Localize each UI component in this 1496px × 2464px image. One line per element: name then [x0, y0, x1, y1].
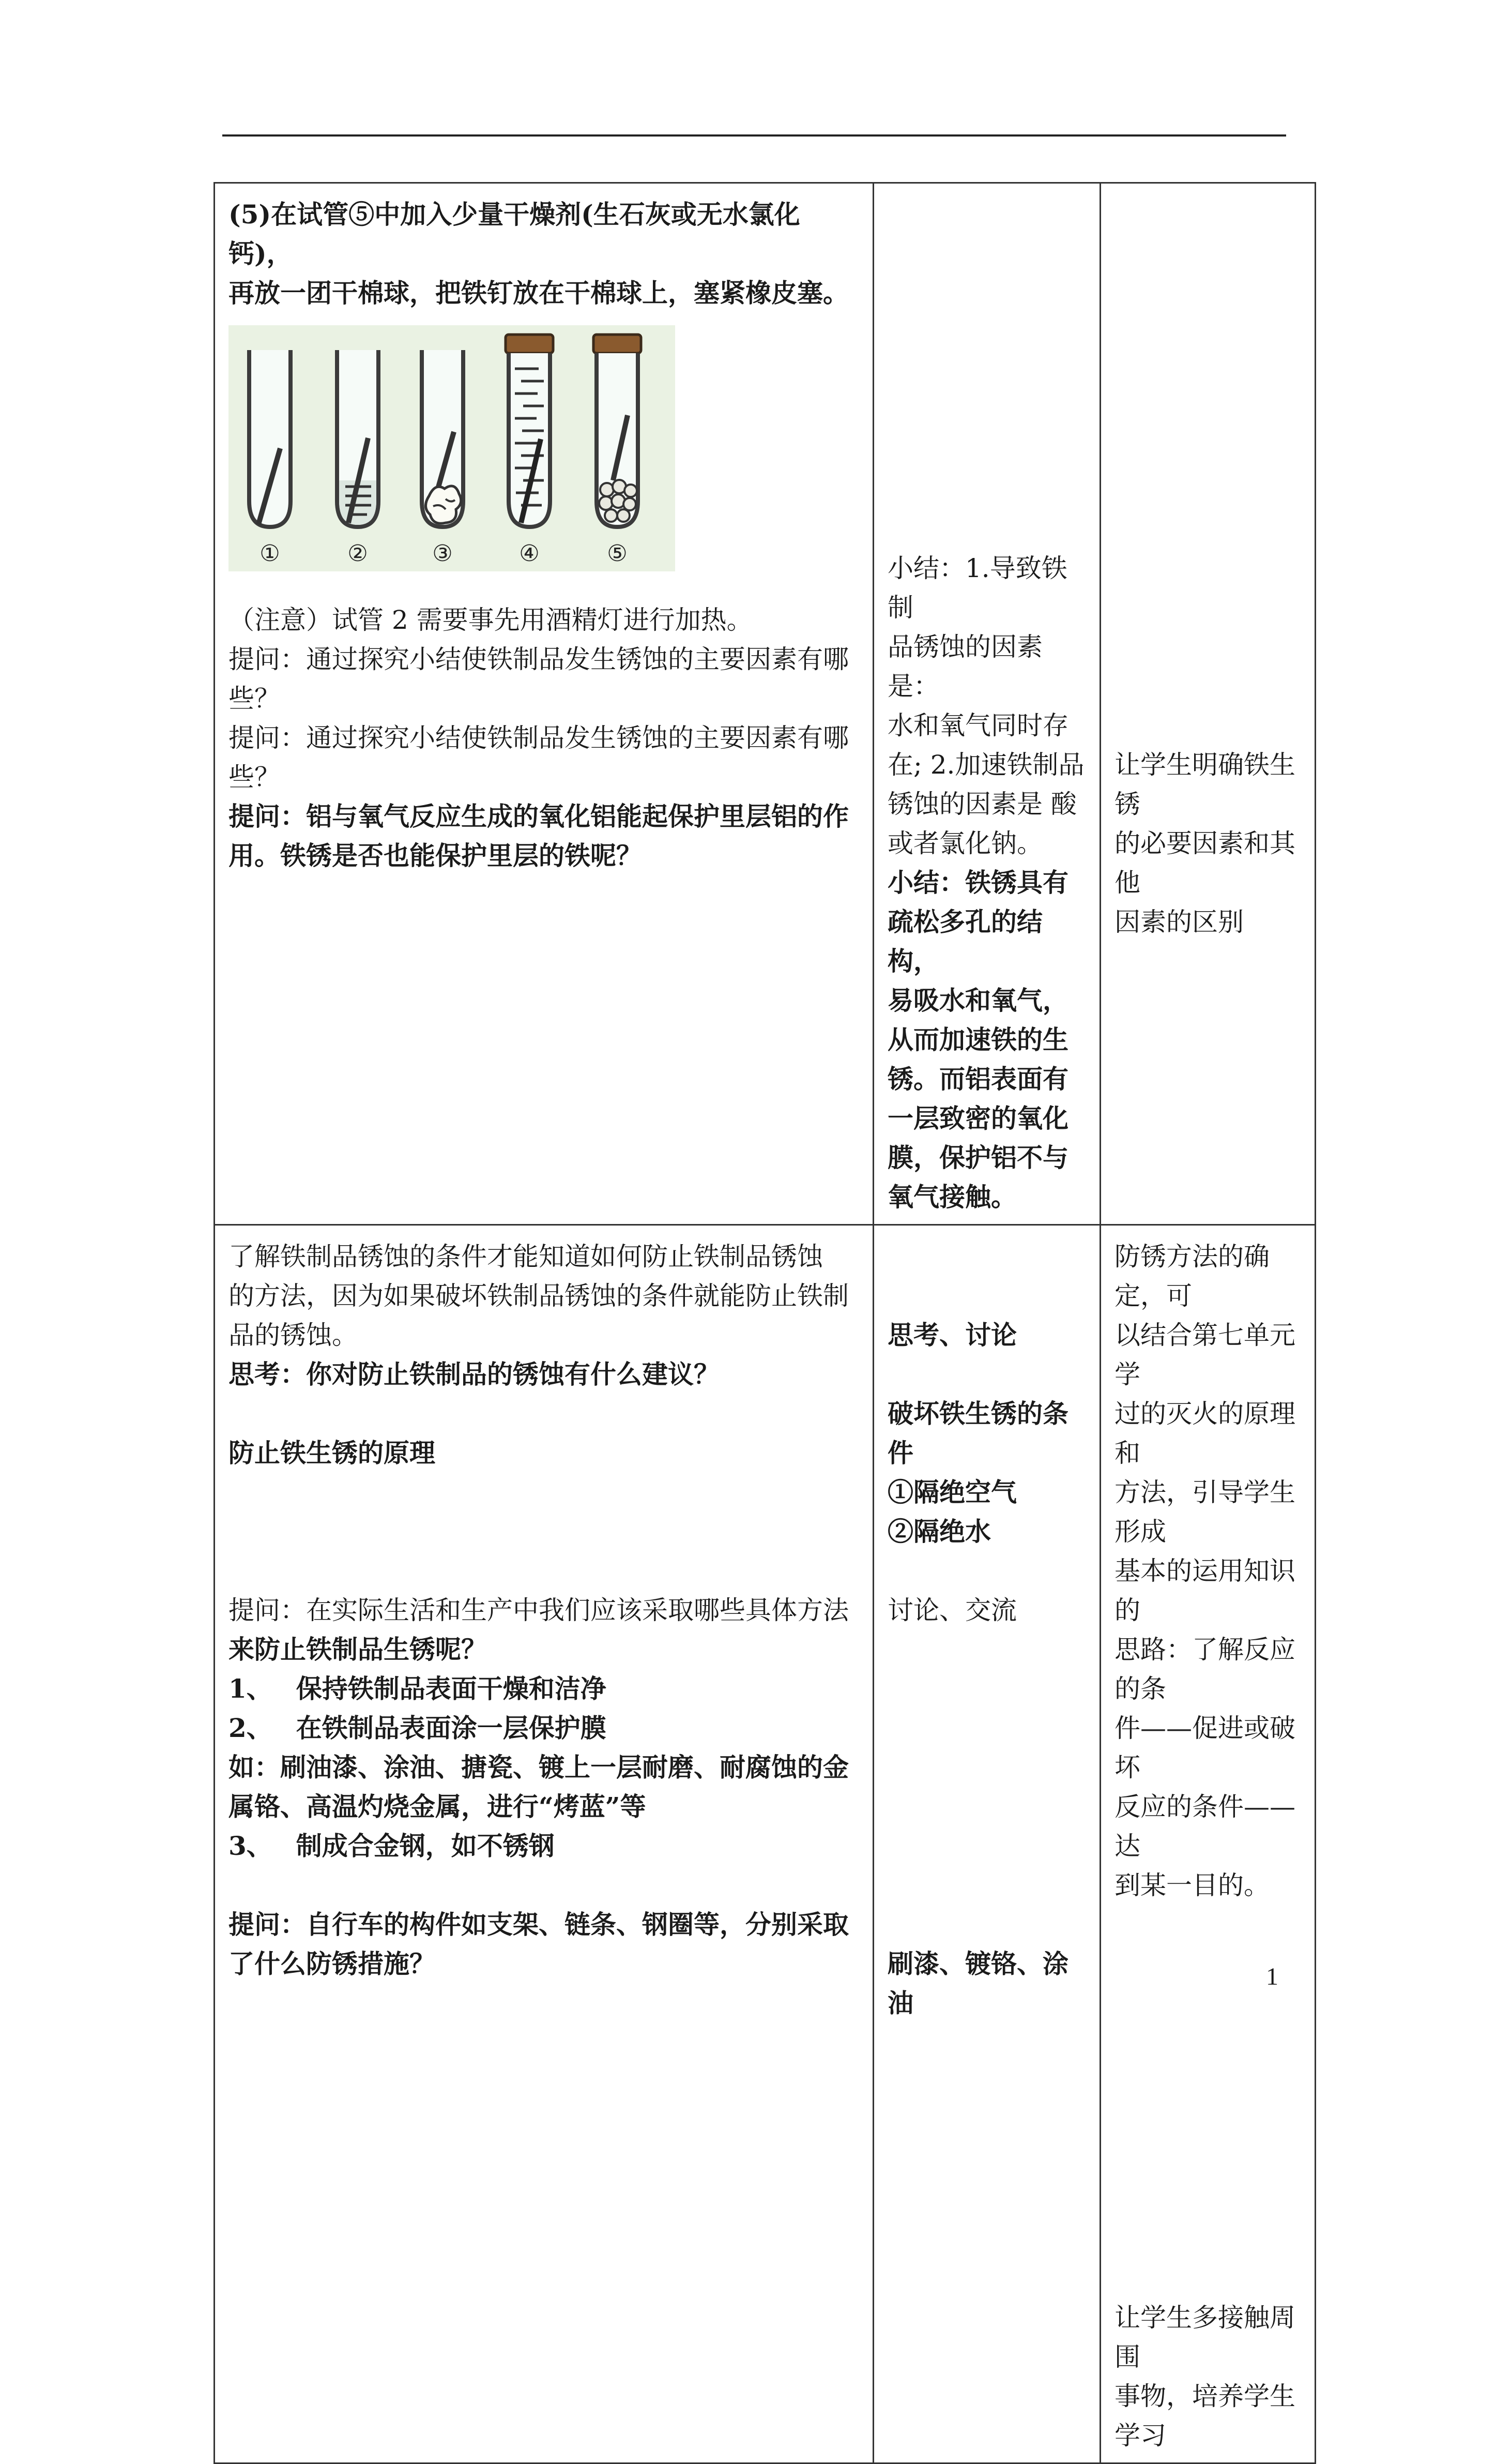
- intent-line: 反应的条件——达: [1115, 1792, 1295, 1861]
- tube-label-3: ③: [432, 540, 453, 567]
- question-text: 来防止铁制品生锈呢？: [228, 1634, 487, 1665]
- intent-line: 方法，引导学生形成: [1115, 1477, 1295, 1547]
- tube-label-4: ④: [519, 540, 540, 567]
- design-intent-cell: [1101, 1225, 1316, 2463]
- table-row: [215, 1225, 1316, 2463]
- summary-line: 膜，保护铝不与: [888, 1142, 1068, 1173]
- summary-line: 品锈蚀的因素是：: [888, 632, 1043, 701]
- isolate-air: ①隔绝空气: [888, 1477, 1017, 1507]
- test-tubes-figure: [228, 325, 675, 571]
- question-text: 提问：铝与氧气反应生成的氧化铝能起保护里层铝的作: [228, 801, 849, 832]
- intent-line: 的必要因素和其他: [1115, 828, 1295, 898]
- intent-line: 让学生明确铁生锈: [1115, 750, 1295, 819]
- example-text: 属铬、高温灼烧金属，进行“烤蓝”等: [228, 1791, 646, 1822]
- question-text: 了什么防锈措施？: [228, 1948, 435, 1979]
- teacher-activity-cell: [215, 1225, 874, 2463]
- intent-line: 事物，培养学生学习: [1115, 2381, 1295, 2451]
- lesson-table: [213, 182, 1316, 2464]
- think-prompt: 思考：你对防止铁制品的锈蚀有什么建议？: [228, 1359, 720, 1389]
- tube-label-2: ②: [347, 540, 368, 567]
- summary-line: 锈蚀的因素是 酸: [888, 789, 1077, 819]
- summary-line: 小结：铁锈具有: [888, 867, 1068, 898]
- summary-line: 水和氧气同时存: [888, 711, 1068, 740]
- design-intent-cell: [1101, 183, 1316, 1225]
- question-text: 些？: [228, 684, 280, 714]
- teacher-activity-cell: [215, 183, 874, 1225]
- test-tube-2: [337, 350, 378, 527]
- experiment-step: 再放一团干棉球，把铁钉放在干棉球上，塞紧橡皮塞。: [228, 278, 849, 308]
- intro-text: 品的锈蚀。: [228, 1320, 358, 1350]
- intent-line: 到某一目的。: [1115, 1870, 1270, 1900]
- intent-line: 思路：了解反应的条: [1115, 1635, 1295, 1704]
- table-row: [215, 183, 1316, 1225]
- test-tube-5: [593, 335, 641, 527]
- method-item: 1、 保持铁制品表面干燥和洁净: [228, 1673, 606, 1704]
- question-text: 提问：通过探究小结使铁制品发生锈蚀的主要因素有哪: [228, 644, 849, 674]
- summary-line: 锈。而铝表面有: [888, 1064, 1068, 1094]
- note-text: （注意）试管 2 需要事先用酒精灯进行加热。: [228, 605, 753, 635]
- question-text: 提问：通过探究小结使铁制品发生锈蚀的主要因素有哪: [228, 723, 849, 753]
- method-item: 3、 制成合金钢，如不锈钢: [228, 1831, 555, 1861]
- question-text: 提问：在实际生活和生产中我们应该采取哪些具体方法: [228, 1595, 849, 1625]
- summary-line: 一层致密的氧化: [888, 1103, 1068, 1133]
- intent-line: 过的灭火的原理和: [1115, 1399, 1295, 1468]
- summary-line: 小结：1.导致铁制: [888, 553, 1067, 623]
- principle-heading: 防止铁生锈的原理: [228, 1438, 435, 1468]
- intent-line: 件——促进或破坏: [1115, 1713, 1295, 1782]
- summary-line: 或者氯化钠。: [888, 828, 1043, 858]
- example-text: 如：刷油漆、涂油、搪瓷、镀上一层耐磨、耐腐蚀的金: [228, 1752, 849, 1782]
- intent-line: 基本的运用知识的: [1115, 1556, 1295, 1625]
- question-text: 用。铁锈是否也能保护里层的铁呢？: [228, 840, 642, 871]
- isolate-water: ②隔绝水: [888, 1516, 991, 1547]
- student-activity-cell: [874, 1225, 1101, 2463]
- bike-answer: 油: [888, 1988, 913, 2018]
- summary-line: 疏松多孔的结构，: [888, 906, 1043, 976]
- intent-line: 让学生多接触周围: [1115, 2303, 1295, 2372]
- tube-label-1: ①: [259, 540, 280, 567]
- intro-text: 的方法，因为如果破坏铁制品锈蚀的条件就能防止铁制: [228, 1281, 849, 1311]
- question-text: 提问：自行车的构件如支架、链条、钢圈等，分别采取: [228, 1909, 849, 1940]
- header-rule: [222, 134, 1286, 137]
- intro-text: 了解铁制品锈蚀的条件才能知道如何防止铁制品锈蚀: [228, 1242, 823, 1272]
- intent-line: 以结合第七单元学: [1115, 1320, 1295, 1389]
- activity-break: 破坏铁生锈的条: [888, 1398, 1068, 1429]
- bike-answer: 刷漆、镀铬、涂: [888, 1948, 1068, 1979]
- activity-break: 件: [888, 1438, 913, 1468]
- question-text: 些？: [228, 762, 280, 792]
- intent-line: 因素的区别: [1115, 907, 1244, 937]
- activity-discuss: 讨论、交流: [888, 1595, 1017, 1625]
- summary-line: 易吸水和氧气，: [888, 985, 1068, 1016]
- page-number: 1: [1266, 1963, 1278, 1990]
- summary-line: 从而加速铁的生: [888, 1024, 1068, 1055]
- summary-line: 在; 2.加速铁制品: [888, 750, 1085, 780]
- tube-label-5: ⑤: [607, 540, 628, 567]
- intent-line: 防锈方法的确定，可: [1115, 1242, 1270, 1311]
- test-tube-3: [422, 350, 463, 527]
- student-activity-cell: [874, 183, 1101, 1225]
- method-item: 2、 在铁制品表面涂一层保护膜: [228, 1713, 606, 1743]
- test-tube-1: [249, 350, 291, 527]
- experiment-step: (5)在试管⑤中加入少量干燥剂(生石灰或无水氯化钙)，: [228, 199, 800, 269]
- summary-line: 氧气接触。: [888, 1182, 1017, 1212]
- activity-think: 思考、讨论: [888, 1320, 1017, 1350]
- test-tube-4: [506, 335, 553, 527]
